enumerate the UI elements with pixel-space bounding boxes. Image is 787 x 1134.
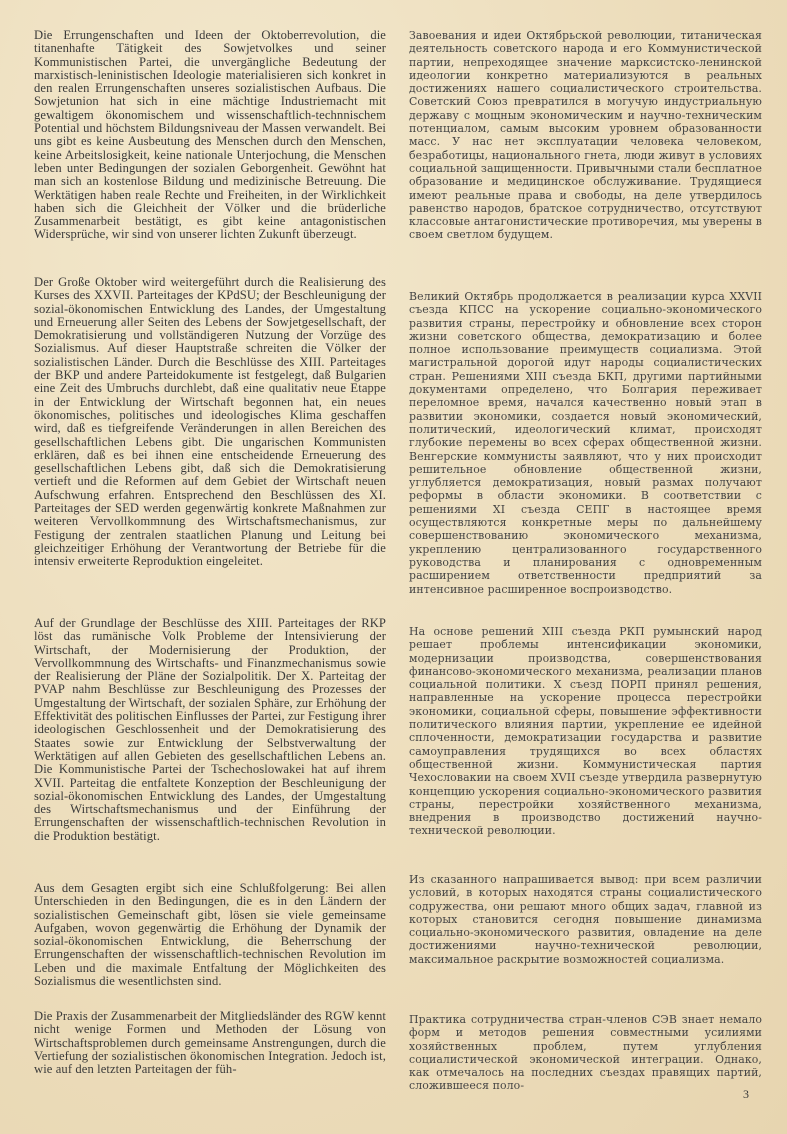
german-paragraph-1: Die Errungenschaften und Ideen der Oktoberrevolution, die titanenhafte Tätigkeit des Sowjetvolkes und seiner Kommunistischen Partei, die unvergängliche Bedeutung der marxistisch-leninistischen Ideologie materialisieren sich konkret in den realen Errungenschaften unseres sozialistischen Aufbaus. Die Sowjetunion hat sich in eine mächtige Industriemacht mit gewaltigem ökonomischem und wissenschaftlich-technnischem Potential und höchstem Bildungsniveau der Massen verwandelt. Bei uns gibt es keine Ausbeutung des Menschen durch den Menschen, keine Arbeitslosigkeit, keine nationale Unterjochung, die Menschen leben unter Bedingungen der sozialen Geborgenheit. Gewöhnt hat man sich an kostenlose Bildung und medizinische Betreuung. Die Werktätigen haben reale Rechte und Freiheiten, in der Wirklichkeit haben sich die Gleichheit der Völker und die brüderliche Zusammenarbeit bestätigt, es gibt keine antagonistischen Widersprüche, wir sind von unserer lichten Zukunft überzeugt. [34,28,386,242]
german-paragraph-5: Die Praxis der Zusammenarbeit der Mitgliedsländer des RGW kennt nicht wenige Formen und Methoden der Lösung von Wirtschaftsproblemen durch gemeinsame Anstrengungen, durch die Vertiefung der sozialistischen ökonomischen Integration. Jedoch ist, wie auf den letzten Parteitagen der füh- [34,1009,386,1077]
russian-paragraph-3: На основе решений XIII съезда РКП румынский народ решает проблемы интенсификации экономики, модернизации производства, совершенствования финансово-экономического механизма, реализации планов социальной политики. X съезд ПОРП принял решения, направленные на ускорение процесса перестройки экономики, социальной сферы, повышение эффективности политического влияния партии, укрепление ее идейной сплоченности, демократизации государства и развитие самоуправления трудящихся во всех областях общественной жизни. Коммунистическая партия Чехословакии на своем XVII съезде утвердила развернутую концепцию ускорения социально-экономического развития страны, перестройки хозяйственного механизма, внедрения в производство достижений научно-технической революции. [409,625,762,838]
russian-paragraph-2: Великий Октябрь продолжается в реализации курса XXVII съезда КПСС на ускорение социально-экономического развития страны, перестройку и обновление всех сторон жизни советского общества, демократизацию и более полное использование преимуществ социализма. Этой магистральной дорогой идут народы социалистических стран. Решениями XIII съезда БКП, другими партийными документами определено, что Болгария переживает переломное время, начался качественно новый этап в развитии экономики, создается новый экономический, политический, идеологический климат, происходят глубокие перемены во всех сферах общественной жизни. Венгерские коммунисты заявляют, что у них происходит решительное обновление общественной жизни, углубляется демократизация, новый размах получают реформы в области экономики. В соответствии с решениями XI съезда СЕПГ в настоящее время осуществляются конкретные меры по дальнейшему совершенствованию экономического механизма, укреплению централизованного государственного руководства и планирования с одновременным расширением ответственности предприятий за интенсивное расширенное воспроизводство. [409,290,762,596]
page-number: 3 [743,1087,749,1101]
german-paragraph-4: Aus dem Gesagten ergibt sich eine Schlußfolgerung: Bei allen Unterschieden in den Bedingungen, die es in den Ländern der sozialistischen Gemeinschaft gibt, lösen sie viele gemeinsame Aufgaben, wovon gegenwärtig die Erhöhung der Dynamik der sozial-ökonomischen Entwicklung, die Beherrschung der Errungenschaften der wissenschaftlich-technischen Revolution im Leben und die maximale Entfaltung der Möglichkeiten des Sozialismus die wesentlichsten sind. [34,881,386,989]
german-paragraph-3: Auf der Grundlage der Beschlüsse des XIII. Parteitages der RKP löst das rumänische Volk Probleme der Intensivierung der Wirtschaft, der Modernisierung der Produktion, der Vervollkommnung des Wirtschafts- und Finanzmechanismus sowie der Realisierung der Pläne der Sozialpolitik. Der X. Parteitag der PVAP nahm Beschlüsse zur Beschleunigung des Prozesses der Umgestaltung der Wirtschaft, der sozialen Sphäre, zur Erhöhung der Effektivität des politischen Einflusses der Partei, zur Festigung ihrer ideologischen Geschlossenheit und der Demokratisierung des Staates sowie zur Entwicklung der Selbstverwaltung der Werktätigen auf allen Gebieten des gesellschaftlichen Lebens an. Die Kommunistische Partei der Tschechoslowakei hat auf ihrem XVII. Parteitag die entfaltete Konzeption der Beschleunigung der sozial-ökonomischen Entwicklung des Landes, der Umgestaltung des Wirtschaftsmechanismus und der Einführung der Errungenschaften der wissenschaftlich-technischen Revolution in die Produktion bestätigt. [34,616,386,843]
russian-paragraph-5: Практика сотрудничества стран-членов СЭВ знает немало форм и методов решения совместными усилиями хозяйственных проблем, путем углубления социалистической экономической интеграции. Однако, как отмечалось на последних съездах правящих партий, сложившееся поло- [409,1013,762,1093]
german-paragraph-2: Der Große Oktober wird weitergeführt durch die Realisierung des Kurses des XXVII. Parteitages der KPdSU; der Beschleunigung der sozial-ökonomischen Entwicklung des Landes, der Umgestaltung und Erneuerung aller Seiten des Lebens der Sowjetgesellschaft, der Demokratisierung und vollständigeren Nutzung der Vorzüge des Sozialismus. Auf dieser Hauptstraße schreiten die Völker der sozialistischen Länder. Durch die Beschlüsse des XIII. Parteitages der BKP und andere Parteidokumente ist festgelegt, daß Bulgarien eine Zeit des Umbruchs durchlebt, daß eine qualitativ neue Etappe in der Entwicklung der Wirtschaft begonnen hat, ein neues ökonomisches, politisches und ideologisches Klima geschaffen wird, daß es tiefgreifende Veränderungen in allen Bereichen des gesellschaftlichen Lebens gibt. Die ungarischen Kommunisten erklären, daß es bei ihnen eine entscheidende Erneuerung des gesellschaftlichen Lebens gibt, daß sich die Demokratisierung vertieft und die Reformen auf dem Gebiet der Wirtschaft neuen Aufschwung erfahren. Entsprechend den Beschlüssen des XI. Parteitages der SED werden gegenwärtig konkrete Maßnahmen zur weiteren Vervollkommnung des Wirtschaftsmechanismus, zur Festigung der zentralen staatlichen Planung und Leitung bei gleichzeitiger Erhöhung der Verantwortung der Betriebe für die intensiv erweiterte Reproduktion eingeleitet. [34,275,386,569]
russian-paragraph-4: Из сказанного напрашивается вывод: при всем различии условий, в которых находятся страны социалистического содружества, они решают много общих задач, главной из которых становится сегодня повышение динамизма социально-экономического развития, овладение на деле достижениями научно-технической революции, максимальное раскрытие возможностей социализма. [409,873,762,966]
russian-paragraph-1: Завоевания и идеи Октябрьской революции, титаническая деятельность советского народа и его Коммунистической партии, непреходящее значение марксистско-ленинской идеологии конкретно материализуются в реальных достижениях нашего социалистического строительства. Советский Союз превратился в могучую индустриальную державу с мощным экономическим и научно-техническим потенциалом, самым высоким уровнем образованности масс. У нас нет эксплуатации человека человеком, безработицы, национального гнета, люди живут в условиях социальной защищенности. Привычными стали бесплатное образование и медицинское обслуживание. Трудящиеся имеют реальные права и свободы, на деле утвердилось равенство народов, братское сотрудничество, отсутствуют классовые антагонистические противоречия, мы уверены в своем светлом будущем. [409,29,762,242]
